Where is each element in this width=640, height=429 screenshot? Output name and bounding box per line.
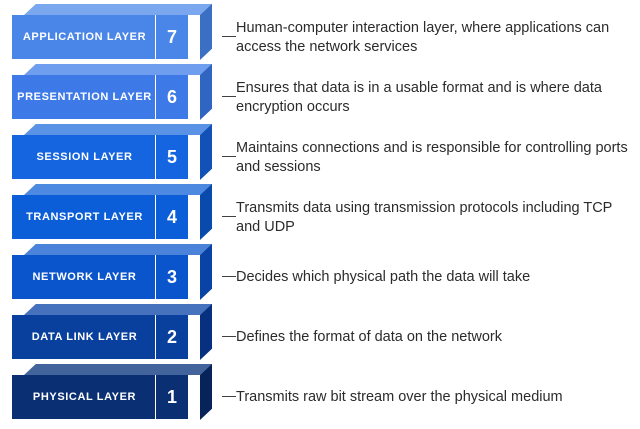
layer-box-side-face xyxy=(200,364,212,420)
layer-row xyxy=(0,244,640,300)
layer-box-top-face xyxy=(24,64,212,75)
layer-name: APPLICATION LAYER xyxy=(22,30,147,43)
layer-box-front-face xyxy=(12,315,188,359)
layer-box[interactable] xyxy=(12,184,212,240)
layer-description: Transmits data using transmission protocols including TCP and UDP xyxy=(236,200,613,235)
layer-description: Transmits raw bit stream over the physical medium xyxy=(236,389,563,405)
layer-row xyxy=(0,4,640,60)
connector-dash: — xyxy=(222,27,236,43)
layer-box-side-face xyxy=(200,64,212,120)
layer-box-top-face xyxy=(24,4,212,15)
connector-dash: — xyxy=(222,147,236,163)
layer-number: 7 xyxy=(166,26,177,47)
layer-row xyxy=(0,64,640,120)
layer-box-top-face xyxy=(24,364,212,375)
layer-box-top-face xyxy=(24,184,212,195)
layer-box[interactable] xyxy=(12,4,212,60)
layer-box[interactable] xyxy=(12,364,212,420)
layer-name: PRESENTATION LAYER xyxy=(17,90,152,103)
layer-box[interactable] xyxy=(12,64,212,120)
layer-box-front-face xyxy=(12,135,188,179)
layer-description: Maintains connections and is responsible for controlling ports and sessions xyxy=(236,140,628,175)
layer-description: Ensures that data is in a usable format and is where data encryption occurs xyxy=(236,80,602,115)
connector-dash: — xyxy=(222,87,236,103)
layer-number: 5 xyxy=(166,146,177,167)
connector-dash: — xyxy=(222,267,236,283)
layer-box-side-face xyxy=(200,304,212,360)
layer-box-front-face xyxy=(12,75,188,119)
layer-box[interactable] xyxy=(12,304,212,360)
layer-box-front-face xyxy=(12,375,188,419)
layer-row xyxy=(0,184,640,240)
layer-number: 1 xyxy=(166,386,177,407)
layer-name: DATA LINK LAYER xyxy=(31,330,138,343)
layer-number: 6 xyxy=(166,86,177,107)
layer-description: Defines the format of data on the network xyxy=(236,329,502,345)
layer-name: SESSION LAYER xyxy=(36,150,133,163)
layer-box-side-face xyxy=(200,244,212,300)
layer-box-side-face xyxy=(200,124,212,180)
layer-box-top-face xyxy=(24,244,212,255)
layer-box-front-face xyxy=(12,195,188,239)
layer-box-top-face xyxy=(24,304,212,315)
layer-box-side-face xyxy=(200,184,212,240)
layer-box[interactable] xyxy=(12,124,212,180)
layer-description: Human-computer interaction layer, where applications can access the network services xyxy=(236,20,610,55)
layer-number: 3 xyxy=(166,266,177,287)
connector-dash: — xyxy=(222,207,236,223)
connector-dash: — xyxy=(222,387,236,403)
layer-box-front-face xyxy=(12,15,188,59)
layer-name: PHYSICAL LAYER xyxy=(32,390,137,403)
layer-number: 4 xyxy=(166,206,177,227)
layer-name: TRANSPORT LAYER xyxy=(26,210,143,223)
layer-row xyxy=(0,124,640,180)
layer-box-top-face xyxy=(24,124,212,135)
layer-row xyxy=(0,364,640,420)
layer-box-side-face xyxy=(200,4,212,60)
layer-description: Decides which physical path the data will take xyxy=(236,269,531,285)
layer-number: 2 xyxy=(166,326,177,347)
layer-box-front-face xyxy=(12,255,188,299)
layer-row xyxy=(0,304,640,360)
layer-name: NETWORK LAYER xyxy=(32,270,137,283)
layer-box[interactable] xyxy=(12,244,212,300)
connector-dash: — xyxy=(222,327,236,343)
